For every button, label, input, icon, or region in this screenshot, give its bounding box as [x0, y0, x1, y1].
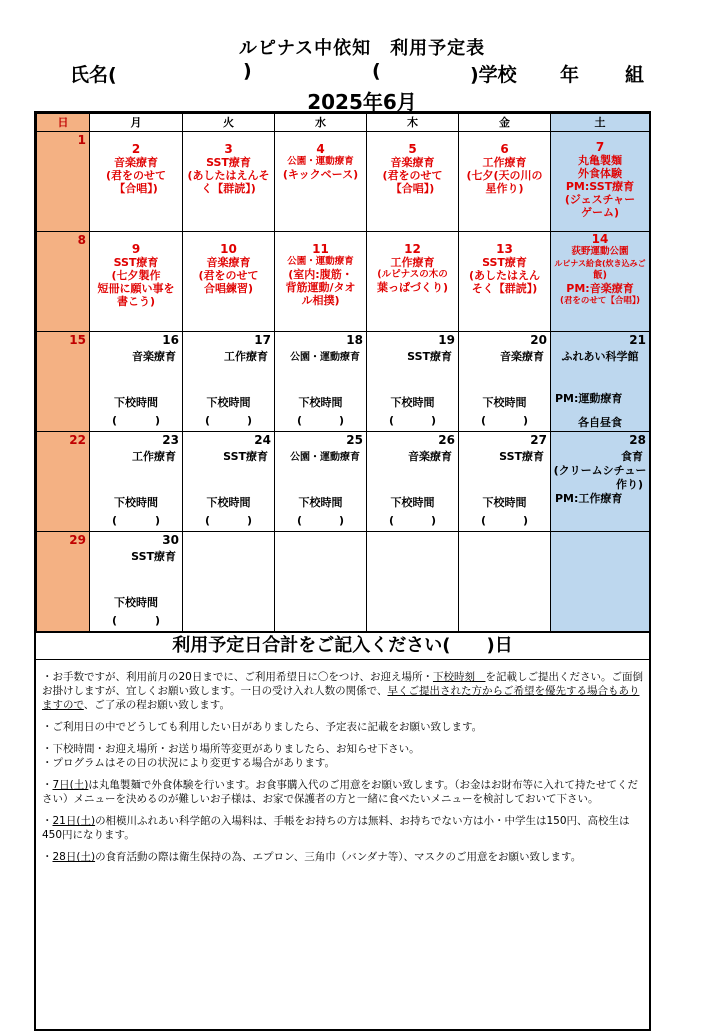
event-text: (七夕製作 — [111, 269, 161, 282]
weekday-wed: 水 — [275, 114, 367, 132]
event-text: (七夕(天の川の — [466, 169, 543, 182]
paren-open: ( — [297, 414, 303, 427]
day-number: 6 — [500, 142, 509, 156]
event-text: 書こう) — [116, 295, 156, 308]
day-number: 21 — [629, 333, 646, 347]
day-cell[interactable] — [183, 232, 275, 332]
paren-close: ) — [430, 414, 436, 427]
event-text: 荻野運動公園 — [571, 246, 629, 257]
note-text: の相模川ふれあい科学館の入場料は、手帳をお持ちの方は無料、お持ちでない方は小・中学生は150円、高校生は450円になります。 — [42, 815, 630, 841]
dismissal-time-label: 下校時間 — [390, 396, 435, 409]
note-underline: 28日(土) — [52, 851, 96, 863]
event-text: PM:音楽療育 — [566, 282, 634, 295]
day-number: 11 — [312, 242, 329, 256]
day-number: 29 — [69, 533, 86, 547]
total-days-prompt: 利用予定日合計をご記入ください( )日 — [36, 632, 649, 660]
note-5: ・7日(土)は丸亀製麺で外食体験を行います。お食事購入代のご用意をお願い致します。（お金はお財布等に入れて持たせてください）メニューを決めるのが難しいお子様は、お家で保護者の方と一緒に食べたいメニューを検討しておいて下さい。 — [42, 779, 638, 805]
name-paren-close: ) — [243, 60, 252, 82]
event-text: 公園・運動療育 — [290, 352, 360, 363]
note-6: ・21日(土)の相模川ふれあい科学館の入場料は、手帳をお持ちの方は無料、お持ちでない方は小・中学生は150円、高校生は450円になります。 — [42, 815, 630, 841]
paren-open: ( — [481, 414, 487, 427]
day-cell[interactable] — [367, 232, 459, 332]
paren-close: ) — [246, 514, 252, 527]
day-number: 9 — [131, 242, 141, 256]
event-text: 背筋運動/タオ — [285, 281, 356, 294]
dismissal-time-label: 下校時間 — [298, 496, 343, 509]
week-row — [37, 132, 650, 232]
day-number: 27 — [530, 433, 547, 447]
week-row — [37, 332, 650, 432]
week-row — [37, 532, 650, 632]
day-number: 14 — [591, 232, 609, 246]
weekday-header — [37, 114, 650, 132]
document-title: ルピナス中依知 利用予定表 — [238, 38, 486, 59]
event-text: SST療育 — [131, 550, 176, 563]
class-label: 組 — [625, 64, 645, 86]
notes-section — [36, 660, 649, 864]
note-text: を記載しご提出ください。ご面倒お掛けしますが、宜しくお願い致します。一日の受け入れ人数の関係で、 — [42, 671, 643, 697]
event-text: ゲーム) — [580, 206, 620, 219]
week-row — [37, 432, 650, 532]
day-number: 5 — [408, 142, 417, 156]
event-text: 音楽療育 — [206, 256, 251, 269]
day-cell-empty — [275, 532, 367, 632]
event-text: く【群読】) — [201, 182, 256, 195]
day-number: 28 — [629, 433, 646, 447]
paren-close: ) — [154, 414, 160, 427]
dismissal-time-label: 下校時間 — [390, 496, 435, 509]
note-underline: 7日(土) — [52, 779, 89, 791]
paren-open: ( — [112, 514, 118, 527]
paren-close: ) — [430, 514, 436, 527]
event-text: 工作療育 — [224, 350, 268, 363]
event-text: SST療育 — [223, 450, 268, 463]
weekday-fri: 金 — [459, 114, 551, 132]
event-text: 工作療育 — [390, 256, 435, 269]
event-text: ふれあい科学館 — [561, 350, 639, 363]
day-cell-empty — [367, 532, 459, 632]
event-text: 【合唱】) — [390, 182, 435, 195]
day-cell[interactable] — [90, 332, 183, 432]
event-text: 食育 — [621, 450, 643, 463]
event-text: 音楽療育 — [500, 350, 544, 363]
day-cell[interactable] — [275, 332, 367, 432]
day-cell[interactable] — [367, 132, 459, 232]
event-text: SST療育 — [407, 350, 452, 363]
school-label: )学校 — [470, 64, 517, 86]
event-text: PM:SST療育 — [565, 180, 635, 193]
event-text: PM:運動療育 — [555, 392, 623, 405]
event-text: 音楽療育 — [408, 450, 452, 463]
paren-close: ) — [154, 514, 160, 527]
note-2: ・ご利用日の中でどうしても利用したい日がありましたら、予定表に記載をお願い致します。 — [42, 721, 483, 733]
event-text: 【合唱】) — [114, 182, 158, 195]
weekday-sun: 日 — [37, 114, 90, 132]
event-text: SST療育 — [499, 450, 544, 463]
note-4: ・プログラムはその日の状況により変更する場合があります。 — [42, 757, 336, 769]
dismissal-time-label: 下校時間 — [206, 496, 251, 509]
day-number: 12 — [404, 242, 421, 256]
day-number: 15 — [69, 333, 86, 347]
weekday-sat: 土 — [551, 114, 650, 132]
day-cell[interactable] — [367, 332, 459, 432]
name-row — [0, 60, 724, 86]
event-text: SST療育 — [482, 256, 527, 269]
event-text: (あしたはえんそ — [187, 169, 270, 182]
dismissal-time-label: 下校時間 — [114, 396, 158, 409]
day-number: 23 — [162, 433, 179, 447]
day-cell[interactable] — [37, 332, 90, 432]
note-underline: 下校時刻 — [432, 671, 486, 683]
day-number: 20 — [530, 333, 547, 347]
event-text: (室内:腹筋・ — [288, 268, 353, 281]
day-number: 16 — [162, 333, 179, 347]
day-cell[interactable] — [551, 432, 650, 532]
day-cell[interactable] — [90, 532, 183, 632]
paren-close: ) — [522, 414, 528, 427]
name-label: 氏名( — [70, 64, 117, 86]
day-number: 19 — [438, 333, 455, 347]
day-number: 8 — [77, 233, 86, 247]
event-text: 音楽療育 — [114, 156, 158, 169]
year-label: 年 — [560, 64, 580, 86]
event-text: 合唱練習) — [203, 282, 254, 295]
day-cell[interactable] — [37, 232, 90, 332]
note-underline: 早くご提出された方からご希望を優先する場合もありますので — [42, 685, 640, 711]
event-text: 工作療育 — [132, 450, 176, 463]
day-number: 7 — [595, 140, 605, 154]
event-text: (ルピナスの木の — [377, 269, 448, 280]
event-text: 葉っぱづくり) — [376, 281, 449, 294]
paren-open: ( — [389, 514, 395, 527]
day-cell[interactable] — [275, 132, 367, 232]
event-text: 短冊に願い事を — [97, 282, 175, 295]
event-text: 飯) — [593, 270, 607, 281]
event-text: 作り) — [615, 478, 643, 491]
school-paren-open: ( — [372, 60, 381, 82]
paren-close: ) — [154, 614, 160, 627]
day-cell[interactable] — [90, 232, 183, 332]
day-cell[interactable] — [37, 432, 90, 532]
note-text: 、ご了承の程お願い致します。 — [83, 699, 230, 711]
event-text: (君をのせて — [382, 169, 443, 182]
month-title: 2025年6月 — [307, 90, 417, 114]
paren-open: ( — [112, 614, 118, 627]
day-cell[interactable] — [90, 132, 183, 232]
paren-open: ( — [205, 414, 211, 427]
dismissal-time-label: 下校時間 — [206, 396, 251, 409]
weekday-tue: 火 — [183, 114, 275, 132]
paren-close: ) — [522, 514, 528, 527]
day-cell-empty — [459, 532, 551, 632]
event-text: ルピナス給食(炊き込みご — [554, 259, 646, 268]
event-text: 各自昼食 — [578, 416, 622, 429]
day-number: 22 — [69, 433, 86, 447]
note-7: ・28日(土)の食育活動の際は衛生保持の為、エプロン、三角巾（バンダナ等）、マスクのご用意をお願い致します。 — [42, 851, 582, 863]
paren-open: ( — [389, 414, 395, 427]
event-text: (クリームシチュー — [553, 464, 647, 477]
day-cell[interactable] — [551, 232, 650, 332]
day-cell[interactable] — [459, 132, 551, 232]
day-number: 1 — [77, 133, 86, 147]
calendar-grid — [36, 113, 650, 632]
day-number: 25 — [346, 433, 363, 447]
event-text: 公園・運動療育 — [287, 256, 354, 267]
day-cell[interactable] — [459, 332, 551, 432]
day-cell[interactable] — [275, 432, 367, 532]
day-number: 17 — [254, 333, 271, 347]
day-cell[interactable] — [459, 432, 551, 532]
day-number: 4 — [316, 142, 325, 156]
day-cell[interactable] — [37, 532, 90, 632]
event-text: ル相撲) — [301, 294, 340, 307]
event-text: そく【群読】) — [471, 282, 538, 295]
event-text: 公園・運動療育 — [287, 156, 354, 167]
note-3: ・下校時間・お迎え場所・お送り場所等変更がありましたら、お知らせ下さい。 — [42, 743, 420, 755]
paren-open: ( — [297, 514, 303, 527]
event-text: 音楽療育 — [390, 156, 435, 169]
day-number: 13 — [496, 242, 513, 256]
note-text: は丸亀製麺で外食体験を行います。お食事購入代のご用意をお願い致します。（お金はお財布等に入れて持たせてください）メニューを決めるのが難しいお子様は、お家で保護者の方と一緒に食べたいメニューを検討しておいて下さい。 — [42, 779, 638, 805]
day-cell[interactable] — [37, 132, 90, 232]
day-cell[interactable] — [551, 332, 650, 432]
day-cell[interactable] — [183, 332, 275, 432]
dismissal-time-label: 下校時間 — [114, 496, 158, 509]
day-number: 3 — [224, 142, 233, 156]
paren-close: ) — [246, 414, 252, 427]
day-cell-empty — [551, 532, 650, 632]
day-number: 2 — [131, 142, 141, 156]
weekday-mon: 月 — [90, 114, 183, 132]
event-text: SST療育 — [113, 256, 159, 269]
event-text: SST療育 — [206, 156, 251, 169]
event-text: (あしたはえん — [468, 269, 541, 282]
dismissal-time-label: 下校時間 — [482, 496, 527, 509]
paren-open: ( — [205, 514, 211, 527]
event-text: 丸亀製麺 — [578, 154, 622, 167]
day-cell[interactable] — [183, 432, 275, 532]
dismissal-time-label: 下校時間 — [298, 396, 343, 409]
weekday-thu: 木 — [367, 114, 459, 132]
event-text: 公園・運動療育 — [290, 452, 360, 463]
event-text: 星作り) — [485, 182, 524, 195]
event-text: (君をのせて — [105, 169, 167, 182]
dismissal-time-label: 下校時間 — [482, 396, 527, 409]
day-cell[interactable] — [551, 132, 650, 232]
calendar — [34, 111, 651, 1031]
day-number: 10 — [220, 242, 237, 256]
day-number: 18 — [346, 333, 363, 347]
note-text: ・お手数ですが、利用前月の20日までに、ご利用希望日に〇をつけ、お迎え場所・ — [42, 671, 433, 683]
day-cell[interactable] — [459, 232, 551, 332]
paren-open: ( — [481, 514, 487, 527]
note-1 — [42, 670, 645, 712]
event-text: 外食体験 — [578, 167, 622, 180]
event-text: (ジェスチャー — [564, 193, 636, 206]
event-text: 音楽療育 — [132, 350, 176, 363]
dismissal-time-label: 下校時間 — [114, 596, 158, 609]
day-number: 30 — [162, 533, 179, 547]
note-text: の食育活動の際は衛生保持の為、エプロン、三角巾（バンダナ等）、マスクのご用意をお願い致します。 — [95, 851, 582, 863]
day-number: 26 — [438, 433, 455, 447]
paren-close: ) — [338, 514, 344, 527]
day-number: 24 — [254, 433, 271, 447]
day-cell-empty — [183, 532, 275, 632]
event-text: PM:工作療育 — [555, 492, 623, 505]
event-text: (君をのせて — [198, 269, 259, 282]
event-text: (キックベース) — [282, 168, 359, 181]
event-text: (君をのせて【合唱】) — [559, 296, 641, 306]
paren-open: ( — [112, 414, 118, 427]
week-row — [37, 232, 650, 332]
day-cell[interactable] — [275, 232, 367, 332]
event-text: 工作療育 — [482, 156, 527, 169]
note-underline: 21日(土) — [52, 815, 96, 827]
day-cell[interactable] — [90, 432, 183, 532]
day-cell[interactable] — [367, 432, 459, 532]
paren-close: ) — [338, 414, 344, 427]
day-cell[interactable] — [183, 132, 275, 232]
